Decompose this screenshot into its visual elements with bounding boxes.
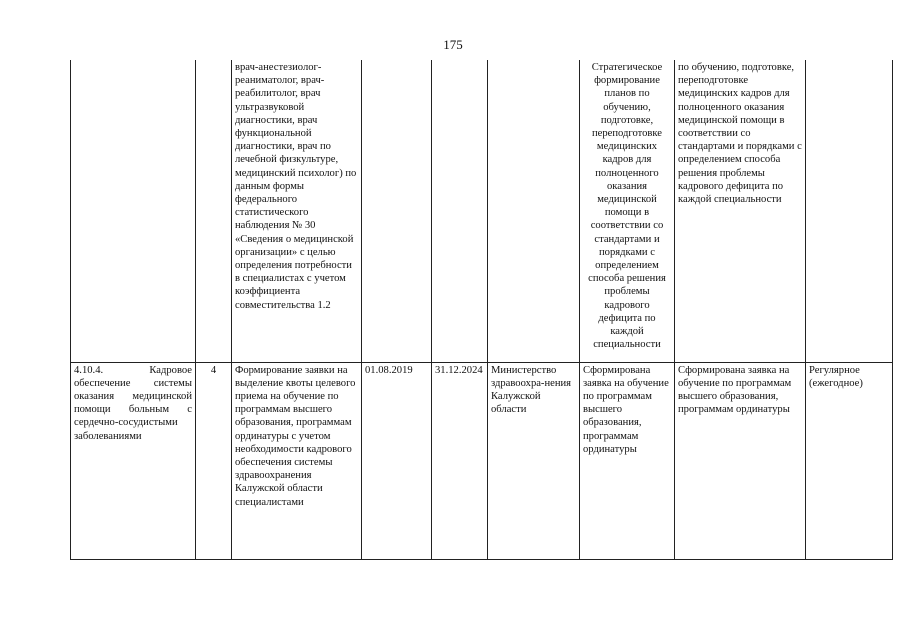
cell-responsible: Министерство здравоохра-нения Калужской области	[488, 362, 580, 559]
cell-indicator: Сформирована заявка на обучение по программам высшего образования, программам ординатуры	[675, 362, 806, 559]
cell-periodicity: Регулярное (ежегодное)	[806, 362, 893, 559]
page-number: 175	[443, 37, 463, 52]
cell-number-empty	[196, 60, 232, 362]
cell-number: 4	[196, 362, 232, 559]
cell-result: Сформирована заявка на обучение по программам высшего образования, программам ординатуры	[580, 362, 675, 559]
cell-event-name: 4.10.4. Кадровое обеспечение системы оказания медицинской помощи больным с сердечно-сосудистыми заболеваниями	[71, 362, 196, 559]
cell-responsible-empty	[488, 60, 580, 362]
cell-name-empty	[71, 60, 196, 362]
cell-start-empty	[362, 60, 432, 362]
cell-end-empty	[432, 60, 488, 362]
cell-result-continued: Стратегическое формирование планов по обучению, подготовке, переподготовке медицинских кадров для полноценного оказания медицинской помощи в соответствии со стандартами и порядками с определением способа решения проблемы кадрового дефицита по каждой специальности	[580, 60, 675, 362]
cell-action: Формирование заявки на выделение квоты целевого приема на обучение по программам высшего образования, программам ординатуры с учетом необходимости кадрового обеспечения системы здравоохранения Калужской области специалистами	[232, 362, 362, 559]
cell-action-continued: врач-анестезиолог-реаниматолог, врач-реабилитолог, врач ультразвуковой диагностики, врач функциональной диагностики, врач по лечебной физкультуре, медицинский психолог) по данным формы федерального статистического наблюдения № 30 «Сведения о медицинской организации» с целью определения потребности в специалистах с учетом коэффициента совместительства 1.2	[232, 60, 362, 362]
cell-end-date: 31.12.2024	[432, 362, 488, 559]
cell-indicator-continued: по обучению, подготовке, переподготовке медицинских кадров для полноценного оказания медицинской помощи в соответствии со стандартами и порядками с определением способа решения проблемы кадрового дефицита по каждой специальности	[675, 60, 806, 362]
continuation-row	[71, 60, 893, 362]
table-row-4-10-4	[71, 362, 893, 559]
cell-periodicity-empty	[806, 60, 893, 362]
plan-table	[70, 60, 893, 560]
cell-start-date: 01.08.2019	[362, 362, 432, 559]
